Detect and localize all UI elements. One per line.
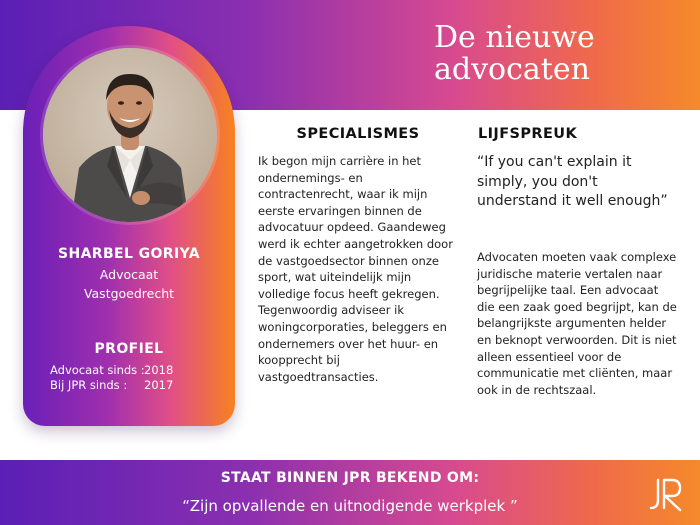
profile-row-value: 2018 [144, 363, 174, 377]
profile-row-label: Advocaat sinds : [50, 363, 145, 377]
lijfspreuk-quote: “If you can't explain it simply, you don't understand it well enough” [477, 154, 668, 209]
portrait-illustration [43, 48, 217, 222]
brand-title [434, 22, 664, 86]
known-for-heading: STAAT BINNEN JPR BEKEND OM: [220, 470, 480, 486]
lijfspreuk-text: Advocaten moeten vaak complexe juridische materie vertalen naar begrijpelijke taal. Een advocaat die een zaak goed begrijpt, kan de belangrijkste argumenten helder en beknopt verwoorden. Dit is niet alleen essentieel voor de communicatie met cliënten, maar ook in de rechtszaal. [477, 250, 677, 397]
brand-title-line1: De nieuwe [434, 20, 595, 55]
specialismes-text: Ik begon mijn carrière in het ondernemings- en contractenrecht, waar ik mijn eerste ervaringen binnen de advocatuur opdeed. Gaandeweg werd ik echter aangetrokken door de vastgoedsector binnen onze sport, wat uiteindelijk mijn volledige focus heeft gekregen. Tegenwoordig adviseer ik woningcorporaties, beleggers en ondernemers over het huur- en koopprecht bij vastgoedtransacties. [258, 154, 453, 384]
jr-monogram-icon [646, 474, 686, 514]
known-for-quote: “Zijn opvallende en uitnodigende werkplek ” [182, 497, 518, 515]
profile-row-label: Bij JPR sinds : [50, 378, 128, 392]
specialismes-heading: SPECIALISMES [296, 126, 420, 142]
profile-row-lawyer-since [50, 363, 220, 377]
profile-row-jpr-since [50, 378, 220, 392]
brand-title-line2: advocaten [434, 52, 590, 87]
profile-heading: PROFIEL [94, 341, 164, 357]
profile-practice-area: Vastgoedrecht [83, 286, 175, 301]
portrait-photo [43, 48, 217, 222]
profile-role: Advocaat [99, 267, 159, 282]
profile-row-value: 2017 [144, 378, 174, 392]
profile-name: SHARBEL GORIYA [57, 246, 201, 262]
lijfspreuk-heading: LIJFSPREUK [478, 126, 578, 142]
